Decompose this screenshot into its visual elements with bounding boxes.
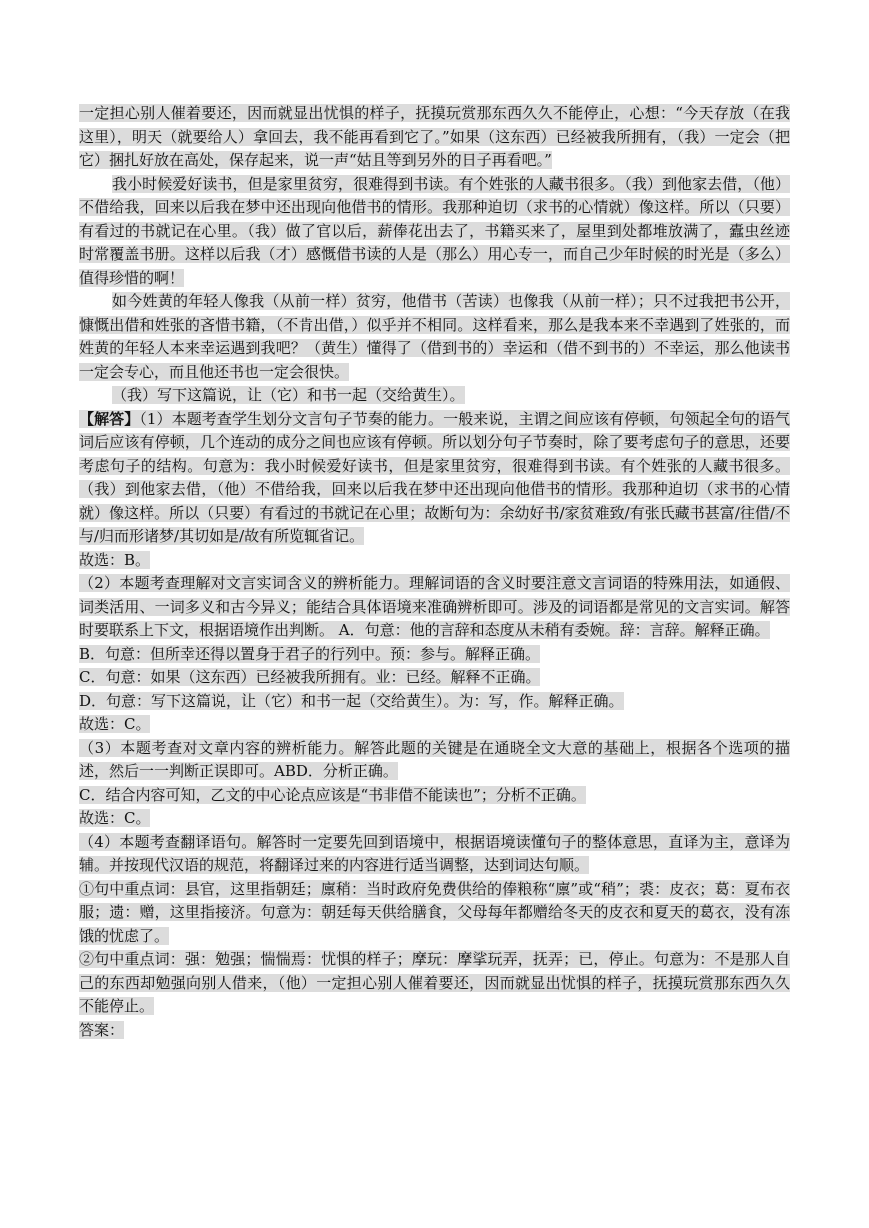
translation-paragraph-4: （我）写下这篇说，让（它）和书一起（交给黄生）。 (112, 386, 465, 404)
answer-line: 答案： (79, 1020, 125, 1039)
answer-question-1: 【解答】（1）本题考查学生划分文言句子节奏的能力。一般来说，主谓之间应该有停顿，句领起全句的语气词后应该有停顿，几个连动的成分之间也应该有停顿。所以划分句子节奏时，除了要考虑句子的意思，还要考虑句子的结构。句意为：我小时候爱好读书，但是家里贫穷，很难得到书读。有个姓张的人藏书很多。（我）到他家去借，（他）不借给我，回来以后我在梦中还出现向他借书的情形。我那种迫切（求书的心情就）像这样。所以（只要）有看过的书就记在心里；故断句为：余幼好书/家贫难致/有张氏藏书甚富/往借/不与/归而形诸梦/其切如是/故有所览辄省记。 (79, 409, 790, 545)
answer-line: 故选：C。 (79, 809, 151, 827)
translation-paragraph-3: 如今姓黄的年轻人像我（从前一样）贫穷，他借书（苦读）也像我（从前一样）；只不过我把书公开，慷慨出借和姓张的吝惜书籍，（不肯出借，）似乎并不相同。这样看来，那么是我本来不幸遇到了姓张的，而姓黄的年轻人本来幸运遇到我吧？（黄生）懂得了（借到书的）幸运和（借不到书的）不幸运，那么他读书一定会专心，而且他还书也一定会很快。 (79, 292, 790, 381)
answer-line: 故选：B。 (79, 550, 151, 569)
translation-point-1: ①句中重点词：县官，这里指朝廷；廪稍：当时政府免费供给的俸粮称“廪”或“稍”；裘：皮衣；葛：夏布衣服；遗：赠，这里指接济。句意为：朝廷每天供给膳食，父母每年都赠给冬天的皮衣和夏天的葛衣，没有冻饿的忧虑了。 (79, 879, 790, 945)
answer-line: 故选：C。 (79, 715, 151, 733)
answer-option-b: B．句意：但所幸还得以置身于君子的行列中。预：参与。解释正确。 (79, 644, 541, 663)
answer-question-4: （4）本题考查翻译语句。解答时一定要先回到语境中，根据语境读懂句子的整体意思，直译为主，意译为辅。并按现代汉语的规范，将翻译过来的内容进行适当调整，达到词达句顺。 (79, 832, 790, 874)
answer-question-2: （2）本题考查理解对文言实词含义的辨析能力。理解词语的含义时要注意文言词语的特殊用法，如通假、词类活用、一词多义和古今异义；能结合具体语境来准确辨析即可。涉及的词语都是常见的文言实词。解答时要联系上下文，根据语境作出判断。 A．句意：他的言辞和态度从未稍有委婉。辞：言辞。解释正确。 (79, 574, 790, 639)
answer-option-c: C．句意：如果（这东西）已经被我所拥有。业：已经。解释不正确。 (79, 668, 541, 686)
translation-point-2: ②句中重点词：强：勉强；惴惴焉：忧惧的样子；摩玩：摩挲玩弄，抚弄；已，停止。句意为：不是那人自己的东西却勉强向别人借来，（他）一定担心别人催着要还，因而就显出忧惧的样子，抚摸玩赏那东西久久不能停止。 (79, 950, 790, 1015)
document-page (79, 102, 790, 1042)
answer-option-d: D．句意：写下这篇说，让（它）和书一起（交给黄生）。为：写，作。解释正确。 (79, 691, 624, 710)
translation-paragraph-1: 一定担心别人催着要还，因而就显出忧惧的样子，抚摸玩赏那东西久久不能停止，心想：“今天存放（在我这里），明天（就要给人）拿回去，我不能再看到它了。”如果（这东西）已经被我所拥有，（我）一定会（把它）捆扎好放在高处，保存起来，说一声“姑且等到另外的日子再看吧。” (79, 104, 790, 169)
answer-question-3: （3）本题考查对文章内容的辨析能力。解答此题的关键是在通晓全文大意的基础上，根据各个选项的描述，然后一一判断正误即可。ABD．分析正确。 (79, 738, 790, 780)
answer-label: 【解答】 (79, 409, 140, 428)
translation-paragraph-2: 我小时候爱好读书，但是家里贫穷，很难得到书读。有个姓张的人藏书很多。（我）到他家去借，（他）不借给我，回来以后我在梦中还出现向他借书的情形。我那种迫切（求书的心情就）像这样。所以（只要）有看过的书就记在心里。（我）做了官以后，薪俸花出去了，书籍买来了，屋里到处都堆放满了，蠹虫丝迹时常覆盖书册。这样以后我（才）感慨借书读的人是（那么）用心专一，而自己少年时候的时光是（多么）值得珍惜的啊！ (79, 174, 790, 287)
answer-option-c: C．结合内容可知，乙文的中心论点应该是“书非借不能读也”；分析不正确。 (79, 785, 586, 804)
